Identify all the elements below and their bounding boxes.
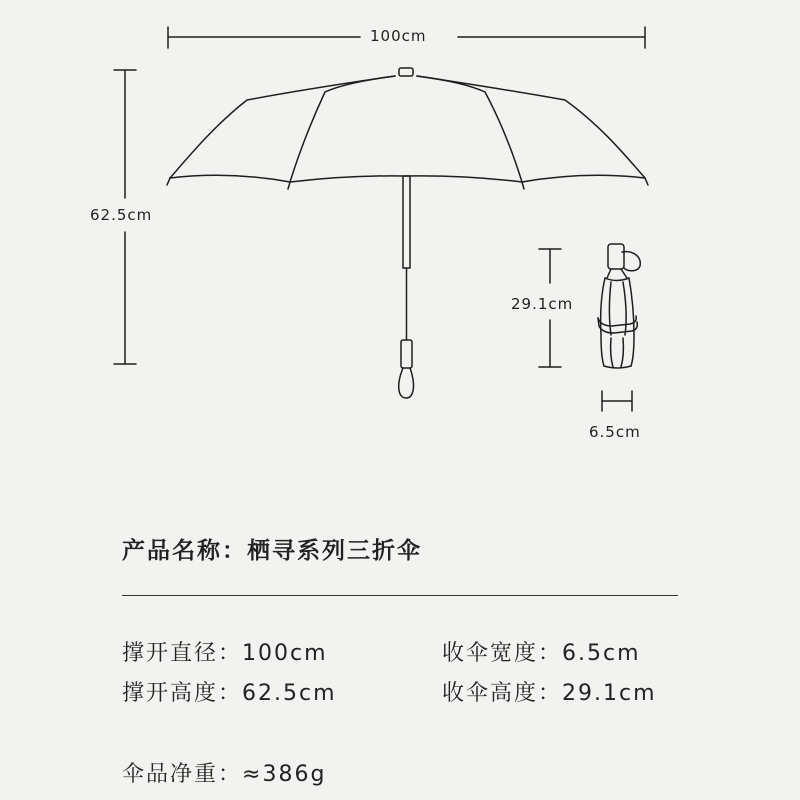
spec-value: 6.5cm bbox=[562, 641, 641, 666]
open-umbrella-drawing bbox=[167, 68, 648, 398]
folded-height-dimension-label: 29.1cm bbox=[511, 295, 574, 313]
folded-width-dimension-label: 6.5cm bbox=[589, 423, 641, 441]
spec-open-diameter bbox=[122, 636, 328, 667]
spec-label: 伞品净重： bbox=[122, 762, 243, 787]
height-dimension-label: 62.5cm bbox=[90, 206, 153, 224]
divider bbox=[122, 595, 678, 596]
spec-open-height bbox=[122, 676, 337, 707]
spec-label: 收伞宽度： bbox=[442, 641, 563, 666]
product-name-label: 产品名称： bbox=[122, 538, 247, 564]
spec-value: 100cm bbox=[242, 641, 328, 666]
spec-label: 收伞高度： bbox=[442, 681, 563, 706]
spec-net-weight bbox=[122, 757, 326, 788]
width-dimension-label: 100cm bbox=[370, 27, 427, 45]
folded-umbrella-drawing bbox=[598, 244, 640, 368]
folded-width-dimension-line bbox=[602, 391, 632, 411]
spec-value: 62.5cm bbox=[242, 681, 337, 706]
spec-label: 撑开直径： bbox=[122, 641, 243, 666]
product-name-heading bbox=[122, 532, 422, 565]
spec-folded-height bbox=[442, 676, 657, 707]
product-name-value: 栖寻系列三折伞 bbox=[247, 538, 422, 564]
spec-label: 撑开高度： bbox=[122, 681, 243, 706]
spec-value: 29.1cm bbox=[562, 681, 657, 706]
spec-value: ≈386g bbox=[242, 762, 327, 787]
spec-folded-width bbox=[442, 636, 641, 667]
